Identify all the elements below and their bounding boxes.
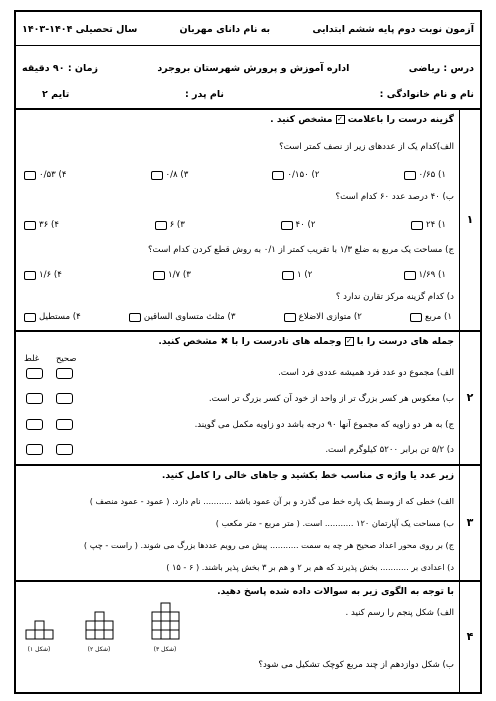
option-label: ۲) ۰/۱۵۰ bbox=[287, 170, 320, 180]
option-checkbox[interactable] bbox=[404, 271, 416, 280]
q1-d-options bbox=[24, 312, 452, 322]
q2-item-a: الف) مجموع دو عدد فرد همیشه عددی فرد است. bbox=[278, 368, 454, 378]
pattern-figures bbox=[22, 596, 190, 656]
q4-part-b: ب) شکل دوازدهم از چند مربع کوچک تشکیل می شود؟ bbox=[258, 660, 454, 670]
q3-item-d: د) اعدادی بر ........... بخش پذیرند که هم بر ۲ و هم بر ۳ بخش پذیر باشند. ( ۶ - ۱۵ ) bbox=[166, 562, 454, 572]
figure-3 bbox=[152, 603, 179, 639]
option-label: ۲) متوازی الاضلاع bbox=[298, 312, 362, 322]
option-checkbox[interactable] bbox=[281, 221, 293, 230]
option-label: ۴) ۰/۵۳ bbox=[39, 170, 67, 180]
q1-instruction-end: مشخص کنید . bbox=[270, 114, 333, 125]
office-name: اداره آموزش و پرورش شهرستان بروجرد bbox=[157, 62, 350, 74]
option-checkbox[interactable] bbox=[155, 221, 167, 230]
option-checkbox[interactable] bbox=[404, 171, 416, 180]
option-checkbox[interactable] bbox=[411, 221, 423, 230]
q4-instruction: با توجه به الگوی زیر به سوالات داده شده پاسخ دهید. bbox=[217, 586, 454, 597]
q1-c-option-4[interactable] bbox=[24, 270, 62, 280]
header-row-3 bbox=[16, 84, 480, 104]
school-name: به نام دانای مهربان bbox=[179, 23, 271, 35]
q1-d-option-4[interactable] bbox=[24, 312, 81, 322]
q1-d-question: د) کدام گزینه مرکز تقارن ندارد ؟ bbox=[335, 292, 454, 302]
q1-a-option-2[interactable] bbox=[272, 170, 319, 180]
q1-b-option-1[interactable] bbox=[411, 220, 446, 230]
q1-instruction-text: گزینه درست را باعلامت bbox=[347, 114, 454, 125]
header-row-2 bbox=[16, 58, 480, 78]
option-checkbox[interactable] bbox=[24, 313, 36, 322]
q1-b-question: ب) ۴۰ درصد عدد ۶۰ کدام است؟ bbox=[335, 192, 454, 202]
option-checkbox[interactable] bbox=[24, 171, 36, 180]
shift-label: تایم ۲ bbox=[42, 88, 70, 100]
option-checkbox[interactable] bbox=[151, 171, 163, 180]
option-checkbox[interactable] bbox=[129, 313, 141, 322]
exam-header bbox=[16, 12, 480, 110]
question-number: ۳ bbox=[459, 464, 480, 580]
checkmark-box-icon: ✓ bbox=[346, 337, 352, 345]
option-label: ۳) ۱/۷ bbox=[168, 270, 191, 280]
question-4 bbox=[16, 580, 480, 692]
q1-a-option-4[interactable] bbox=[24, 170, 66, 180]
q1-a-question: الف)کدام یک از عددهای زیر از نصف کمتر است؟ bbox=[279, 142, 454, 152]
option-checkbox[interactable] bbox=[153, 271, 165, 280]
q1-a-option-1[interactable] bbox=[404, 170, 446, 180]
figure-1 bbox=[26, 621, 53, 639]
q1-d-option-2[interactable] bbox=[284, 312, 362, 322]
wrong-checkbox[interactable] bbox=[26, 419, 43, 430]
option-checkbox[interactable] bbox=[24, 271, 36, 280]
wrong-header: غلط bbox=[24, 353, 40, 363]
name-label: نام و نام خانوادگی : bbox=[379, 88, 474, 100]
q3-item-a: الف) خطی که از وسط یک پاره خط می گذرد و بر آن عمود باشد ........... نام دارد. ( عمود - عمود منصف ) bbox=[89, 496, 454, 506]
lesson-label: درس : ریاضی bbox=[408, 62, 474, 74]
correct-checkbox[interactable] bbox=[56, 393, 73, 404]
wrong-checkbox[interactable] bbox=[26, 444, 43, 455]
header-divider bbox=[16, 45, 480, 46]
q2-instruction-mid: وجمله های نادرست را با bbox=[231, 336, 342, 347]
exam-page bbox=[14, 10, 482, 694]
q2-item-b: ب) معکوس هر کسر بزرگ تر از واحد از خود آن کسر بزرگ تر است. bbox=[208, 394, 454, 404]
q1-c-question: ج) مساحت یک مربع به ضلع ۱/۳ با تقریب کمتر از ۰/۱ به روش قطع کردن کدام است؟ bbox=[147, 245, 454, 255]
school-year: سال تحصیلی ۱۴۰۴-۱۴۰۳ bbox=[22, 23, 138, 35]
question-3 bbox=[16, 464, 480, 582]
option-label: ۱) ۰/۶۵ bbox=[418, 170, 446, 180]
q3-item-c: ج) بر روی محور اعداد صحیح هر چه به سمت ........... پیش می رویم عددها بزرگ می شوند. ( راست - چپ ) bbox=[83, 540, 454, 550]
option-label: ۴) مستطیل bbox=[39, 312, 81, 322]
option-label: ۳) مثلث متساوی الساقین bbox=[143, 312, 236, 322]
time-label: زمان : ۹۰ دقیقه bbox=[22, 62, 98, 74]
option-label: ۴) ۳۶ bbox=[39, 220, 59, 230]
option-checkbox[interactable] bbox=[284, 313, 296, 322]
q1-b-option-3[interactable] bbox=[155, 220, 185, 230]
correct-checkbox[interactable] bbox=[56, 444, 73, 455]
q1-c-option-3[interactable] bbox=[153, 270, 191, 280]
q2-item-d: د) ۵/۲ تن برابر ۵۲۰۰ کیلوگرم است. bbox=[325, 445, 454, 455]
wrong-checkbox[interactable] bbox=[26, 393, 43, 404]
q3-instruction: زیر عدد یا واژه ی مناسب خط بکشید و جاهای خالی را کامل کنید. bbox=[161, 470, 454, 481]
correct-checkbox[interactable] bbox=[56, 368, 73, 379]
question-number: ۲ bbox=[459, 330, 480, 464]
checkmark-box-icon: ✓ bbox=[337, 115, 344, 123]
q1-instruction bbox=[22, 114, 454, 125]
option-checkbox[interactable] bbox=[272, 171, 284, 180]
q1-c-option-2[interactable] bbox=[282, 270, 312, 280]
option-label: ۲) ۱ bbox=[297, 270, 313, 280]
q2-instruction bbox=[22, 336, 454, 347]
correct-checkbox[interactable] bbox=[56, 419, 73, 430]
q1-c-option-1[interactable] bbox=[404, 270, 446, 280]
option-label: ۳) ۰/۸ bbox=[165, 170, 189, 180]
q4-part-a: الف) شکل پنجم را رسم کنید . bbox=[345, 608, 454, 618]
wrong-checkbox[interactable] bbox=[26, 368, 43, 379]
question-number: ۴ bbox=[459, 580, 480, 692]
cross-icon: ✖ bbox=[220, 336, 229, 347]
father-label: نام پدر : bbox=[184, 88, 224, 100]
option-label: ۲) ۴۰ bbox=[295, 220, 316, 230]
correct-header: صحیح bbox=[56, 353, 77, 363]
option-checkbox[interactable] bbox=[282, 271, 294, 280]
q1-b-option-2[interactable] bbox=[281, 220, 316, 230]
question-number: ۱ bbox=[459, 108, 480, 330]
option-label: ۱) ۲۴ bbox=[426, 220, 446, 230]
option-label: ۳) ۶ bbox=[169, 220, 185, 230]
q1-b-option-4[interactable] bbox=[24, 220, 59, 230]
figure-2 bbox=[86, 612, 113, 639]
q2-item-c: ج) به هر دو زاویه که مجموع آنها ۹۰ درجه باشد دو زاویه مکمل می گویند. bbox=[194, 420, 454, 430]
q1-a-option-3[interactable] bbox=[151, 170, 189, 180]
option-checkbox[interactable] bbox=[24, 221, 36, 230]
figure-2-label: (شکل ۲) bbox=[87, 646, 111, 653]
q2-instruction-end: مشخص کنید. bbox=[158, 336, 218, 347]
header-row-1 bbox=[16, 18, 480, 40]
exam-title: آزمون نوبت دوم پایه ششم ابتدایی bbox=[312, 23, 474, 35]
q1-b-options bbox=[24, 220, 446, 230]
question-1 bbox=[16, 108, 480, 332]
q2-instruction-text: جمله های درست را با bbox=[356, 336, 454, 347]
q1-d-option-3[interactable] bbox=[129, 312, 236, 322]
figure-3-label: (شکل ۳) bbox=[153, 646, 177, 653]
q1-a-options bbox=[24, 170, 446, 180]
option-label: ۴) ۱/۶ bbox=[39, 270, 62, 280]
option-label: ۱) ۱/۶۹ bbox=[418, 270, 446, 280]
question-2 bbox=[16, 330, 480, 466]
option-checkbox[interactable] bbox=[410, 313, 422, 322]
q3-item-b: ب) مساحت یک آپارتمان ۱۲۰ ........... است. ( متر مربع - متر مکعب ) bbox=[215, 518, 454, 528]
figure-1-label: (شکل ۱) bbox=[27, 646, 51, 653]
q1-c-options bbox=[24, 270, 446, 280]
q1-d-option-1[interactable] bbox=[410, 312, 452, 322]
option-label: ۱) مربع bbox=[424, 312, 452, 322]
